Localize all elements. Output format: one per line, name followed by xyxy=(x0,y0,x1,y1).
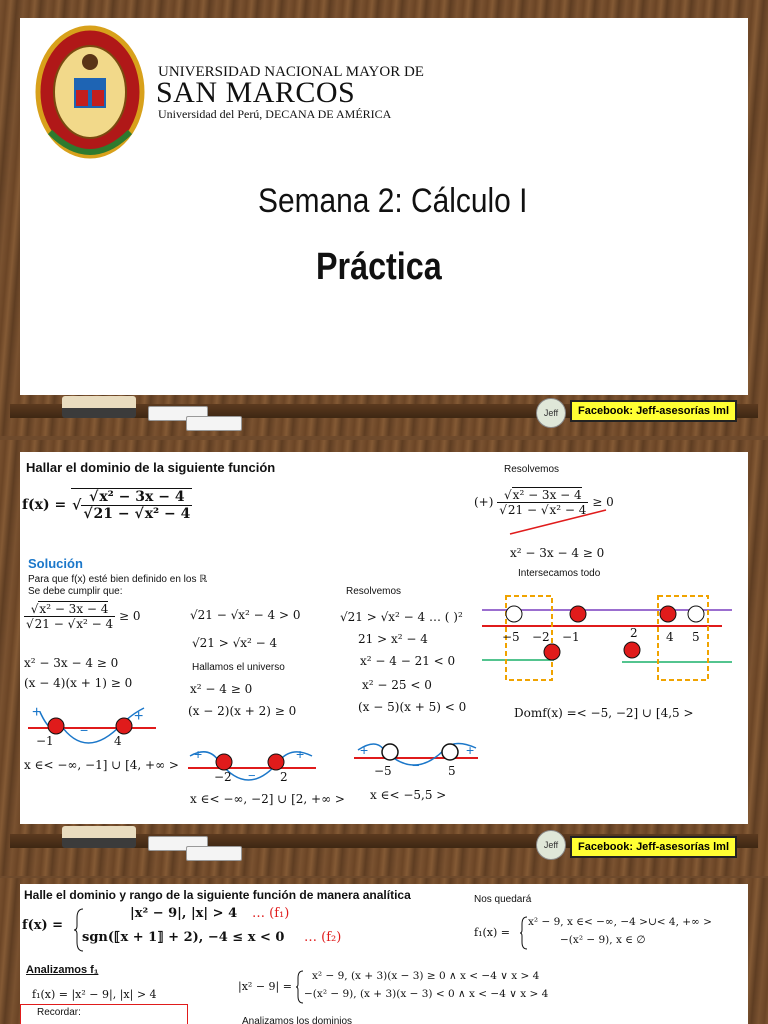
step-c-3: x² − 4 − 21 < 0 xyxy=(360,654,456,668)
abs-lhs: |x² − 9| = xyxy=(238,980,292,993)
open-point xyxy=(688,606,704,622)
closed-point xyxy=(660,606,676,622)
chalk-icon xyxy=(186,846,242,861)
piece-2: sgn(⟦x + 1⟧ + 2), −4 ≤ x < 0 xyxy=(82,930,285,945)
exercise-heading: Halle el dominio y rango de la siguiente función de manera analítica xyxy=(24,888,411,902)
step-c-5: (x − 5)(x + 5) < 0 xyxy=(358,700,467,714)
slide-exercise-1 xyxy=(0,440,768,876)
number-label: −2 xyxy=(214,770,232,784)
f1x-lhs: f₁(x) = xyxy=(474,926,510,939)
reminder-label: Recordar: xyxy=(37,1007,81,1018)
intersect-label: Intersecamos todo xyxy=(518,568,601,579)
solution-set-b: x ∈< −∞, −2] ∪ [2, +∞ > xyxy=(190,792,345,806)
domain-result: Domf(x) =< −5, −2] ∪ [4,5 > xyxy=(514,706,694,720)
closed-point xyxy=(216,754,232,770)
step-c-1: √21 > √x² − 4 … ( )² xyxy=(340,610,463,624)
number-label: −1 xyxy=(562,630,580,644)
number-label: −5 xyxy=(374,764,392,778)
piece-1: |x² − 9|, |x| > 4 xyxy=(130,906,238,921)
fraction-denominator-b: x² − 4 xyxy=(549,503,587,517)
fraction-numerator: x² − 3x − 4 xyxy=(99,489,185,505)
university-crest-logo xyxy=(30,22,150,162)
function-definition: f(x) = √ $\frac{\text{√x² − 3x − 4}}{\text{√21 − √x² − 4}}$ xyxy=(22,489,191,522)
closed-point xyxy=(624,642,640,658)
inequality-relation: ≥ 0 xyxy=(119,609,141,623)
number-label: 5 xyxy=(692,630,700,644)
sign-label: − xyxy=(248,768,256,783)
step-a-2: (x − 4)(x + 1) ≥ 0 xyxy=(24,676,133,690)
strike-line xyxy=(506,508,616,538)
sign-label: + xyxy=(194,746,203,762)
university-line-3: Universidad del Perú, DECANA DE AMÉRICA xyxy=(158,107,392,121)
number-label: 4 xyxy=(114,734,122,748)
university-line-1: UNIVERSIDAD NACIONAL MAYOR DE xyxy=(158,64,424,80)
open-point xyxy=(506,606,522,622)
open-point xyxy=(382,744,398,760)
closed-point xyxy=(544,644,560,660)
fraction-denominator-b: x² − 4 xyxy=(76,617,114,631)
abs-case-1: x² − 9, (x + 3)(x − 3) ≥ 0 ∧ x < −4 ∨ x > 4 xyxy=(312,970,540,982)
piece-2-tag: … (f₂) xyxy=(304,930,342,945)
reminder-box xyxy=(20,1004,188,1024)
sign-label: + xyxy=(360,742,369,758)
step-a-1: x² − 3x − 4 ≥ 0 xyxy=(24,656,119,670)
f1-definition: f₁(x) = |x² − 9|, |x| > 4 xyxy=(32,988,157,1001)
slide-cover xyxy=(0,0,768,436)
exercise-heading: Hallar el dominio de la siguiente función xyxy=(26,460,276,475)
solution-set-c: x ∈< −5,5 > xyxy=(370,788,447,802)
f1x-case-1: x² − 9, x ∈< −∞, −4 >∪< 4, +∞ > xyxy=(528,916,712,928)
sign-label: + xyxy=(296,746,305,762)
piece-1-tag: … (f₁) xyxy=(252,906,290,921)
closed-point xyxy=(570,606,586,622)
number-label: 2 xyxy=(280,770,288,784)
analyze-label: Analizamos f₁ xyxy=(26,964,99,976)
number-label: 2 xyxy=(630,626,638,640)
sign-chart-b xyxy=(188,742,328,782)
step-b-3: x² − 4 ≥ 0 xyxy=(190,682,253,696)
number-label: 5 xyxy=(448,764,456,778)
step-c-4: x² − 25 < 0 xyxy=(362,678,432,692)
jeff-logo-icon: Jeff xyxy=(536,398,566,428)
sign-label: + xyxy=(134,708,144,725)
fraction-denominator-b: x² − 4 xyxy=(144,506,191,522)
page-subtitle: Práctica xyxy=(316,246,442,288)
solution-heading: Solución xyxy=(28,556,83,571)
sign-label: + xyxy=(466,742,475,758)
positive-sign-note: (+) xyxy=(474,495,494,509)
universe-note: Hallamos el universo xyxy=(192,662,285,673)
jeff-logo-icon: Jeff xyxy=(536,830,566,860)
chalk-icon xyxy=(186,416,242,431)
fraction-denominator-a: 21 xyxy=(93,506,113,522)
fraction-denominator-a: 21 xyxy=(507,503,524,517)
condition-text-2: Se debe cumplir que: xyxy=(28,586,123,597)
whiteboard xyxy=(20,884,748,1024)
solution-set-a: x ∈< −∞, −1] ∪ [4, +∞ > xyxy=(24,758,179,772)
closed-point xyxy=(48,718,64,734)
inequality-right: (+) $\frac{\text{√x² − 3x − 4}}{\text{√21 − √x² − 4}}$ ≥ 0 xyxy=(474,488,614,517)
facebook-label: Facebook: Jeff-asesorías lml xyxy=(570,400,737,422)
inequality-relation: ≥ 0 xyxy=(592,495,614,509)
whiteboard xyxy=(20,18,748,395)
university-name: SAN MARCOS xyxy=(156,76,356,109)
step-b-1: √21 − √x² − 4 > 0 xyxy=(190,608,301,622)
analyze-domains-label: Analizamos los dominios xyxy=(242,1016,353,1024)
f1x-case-2: −(x² − 9), x ∈ ∅ xyxy=(560,934,646,946)
eraser-icon xyxy=(62,396,136,418)
sign-label: − xyxy=(80,722,89,738)
result-label: Nos quedará xyxy=(474,894,532,905)
step-c-2: 21 > x² − 4 xyxy=(358,632,428,646)
function-lhs: f(x) = xyxy=(22,497,67,513)
eraser-icon xyxy=(62,826,136,848)
open-point xyxy=(442,744,458,760)
number-label: −2 xyxy=(532,630,550,644)
inequality-main: $\frac{\text{√x² − 3x − 4}}{\text{√21 − √x² − 4}}$ ≥ 0 xyxy=(26,602,141,631)
step-b-4: (x − 2)(x + 2) ≥ 0 xyxy=(188,704,297,718)
sign-label: + xyxy=(32,704,42,721)
resolve-label: Resolvemos xyxy=(346,586,402,597)
abs-case-2: −(x² − 9), (x + 3)(x − 3) < 0 ∧ x < −4 ∨ x > 4 xyxy=(304,988,549,1000)
fraction-numerator: x² − 3x − 4 xyxy=(512,488,582,502)
whiteboard xyxy=(20,452,748,824)
page-title: Semana 2: Cálculo I xyxy=(258,182,528,220)
closed-point xyxy=(116,718,132,734)
function-lhs: f(x) = xyxy=(22,918,64,933)
closed-point xyxy=(268,754,284,770)
brace-icon xyxy=(296,970,304,1004)
sign-label: − xyxy=(412,758,420,773)
step-b-2: √21 > √x² − 4 xyxy=(192,636,278,650)
fraction-numerator: x² − 3x − 4 xyxy=(39,602,109,616)
slide-exercise-2 xyxy=(0,878,768,1024)
number-label: 4 xyxy=(666,630,674,644)
number-label: −1 xyxy=(36,734,54,748)
number-label: −5 xyxy=(502,630,520,644)
condition-text-1: Para que f(x) esté bien definido en los ℝ xyxy=(28,574,208,585)
facebook-label: Facebook: Jeff-asesorías lml xyxy=(570,836,737,858)
right-inequality: x² − 3x − 4 ≥ 0 xyxy=(510,546,605,560)
fraction-denominator-a: 21 xyxy=(34,617,50,631)
resolve-label-right: Resolvemos xyxy=(504,464,560,475)
brace-icon xyxy=(520,916,528,950)
